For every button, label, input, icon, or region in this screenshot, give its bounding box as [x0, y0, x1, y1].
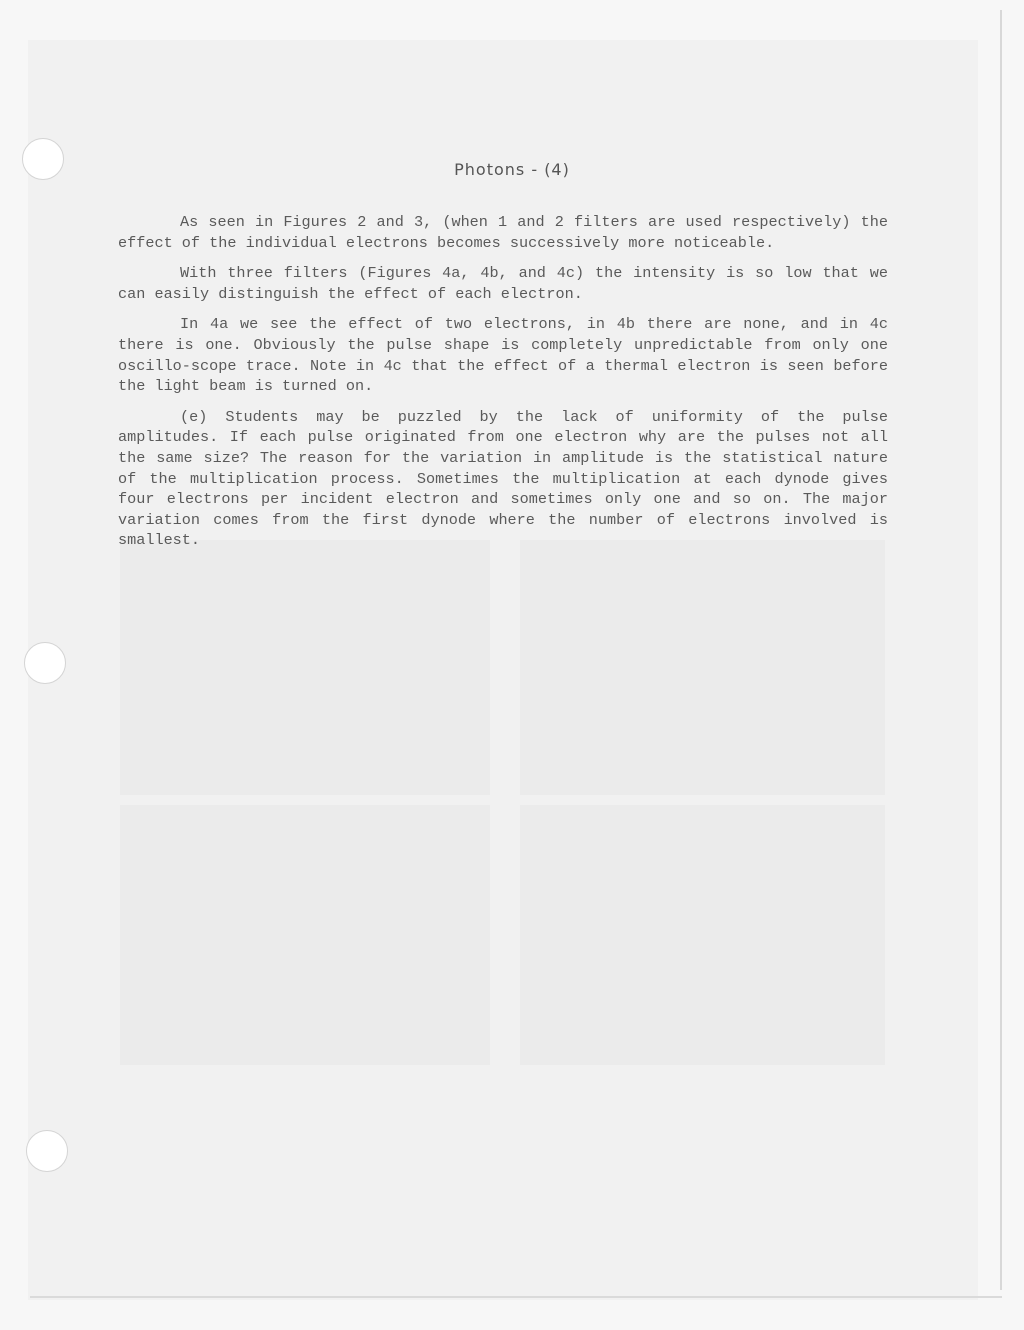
page-title: Photons - (4) [454, 160, 570, 179]
body-text [118, 212, 888, 561]
page-edge-bottom [30, 1296, 1002, 1298]
binder-hole [26, 1130, 68, 1172]
paragraph: With three filters (Figures 4a, 4b, and 4c) the intensity is so low that we can easily distinguish the effect of each electron. [118, 264, 888, 303]
showthrough-figure [520, 540, 885, 795]
binder-hole [24, 642, 66, 684]
showthrough-figure [520, 805, 885, 1065]
paragraph: In 4a we see the effect of two electrons, in 4b there are none, and in 4c there is one. Obviously the pulse shape is completely unpredictable from only one oscillo-scope trace. Note in 4c that the effect of a thermal electron is seen before the light beam is turned on. [118, 315, 888, 396]
showthrough-figure [120, 540, 490, 795]
page-edge-right [1000, 10, 1002, 1290]
paragraph: (e) Students may be puzzled by the lack of uniformity of the pulse amplitudes. If each pulse originated from one electron why are the pulses not all the same size? The reason for the variation in amplitude is the statistical nature of the multiplication process. Sometimes the multiplication at each dynode gives four electrons per incident electron and sometimes only one and so on. The major variation comes from the first dynode where the number of electrons involved is smallest. [118, 407, 888, 550]
showthrough-figure [120, 805, 490, 1065]
paragraph: As seen in Figures 2 and 3, (when 1 and 2 filters are used respectively) the effect of the individual electrons becomes successively more noticeable. [118, 213, 888, 252]
